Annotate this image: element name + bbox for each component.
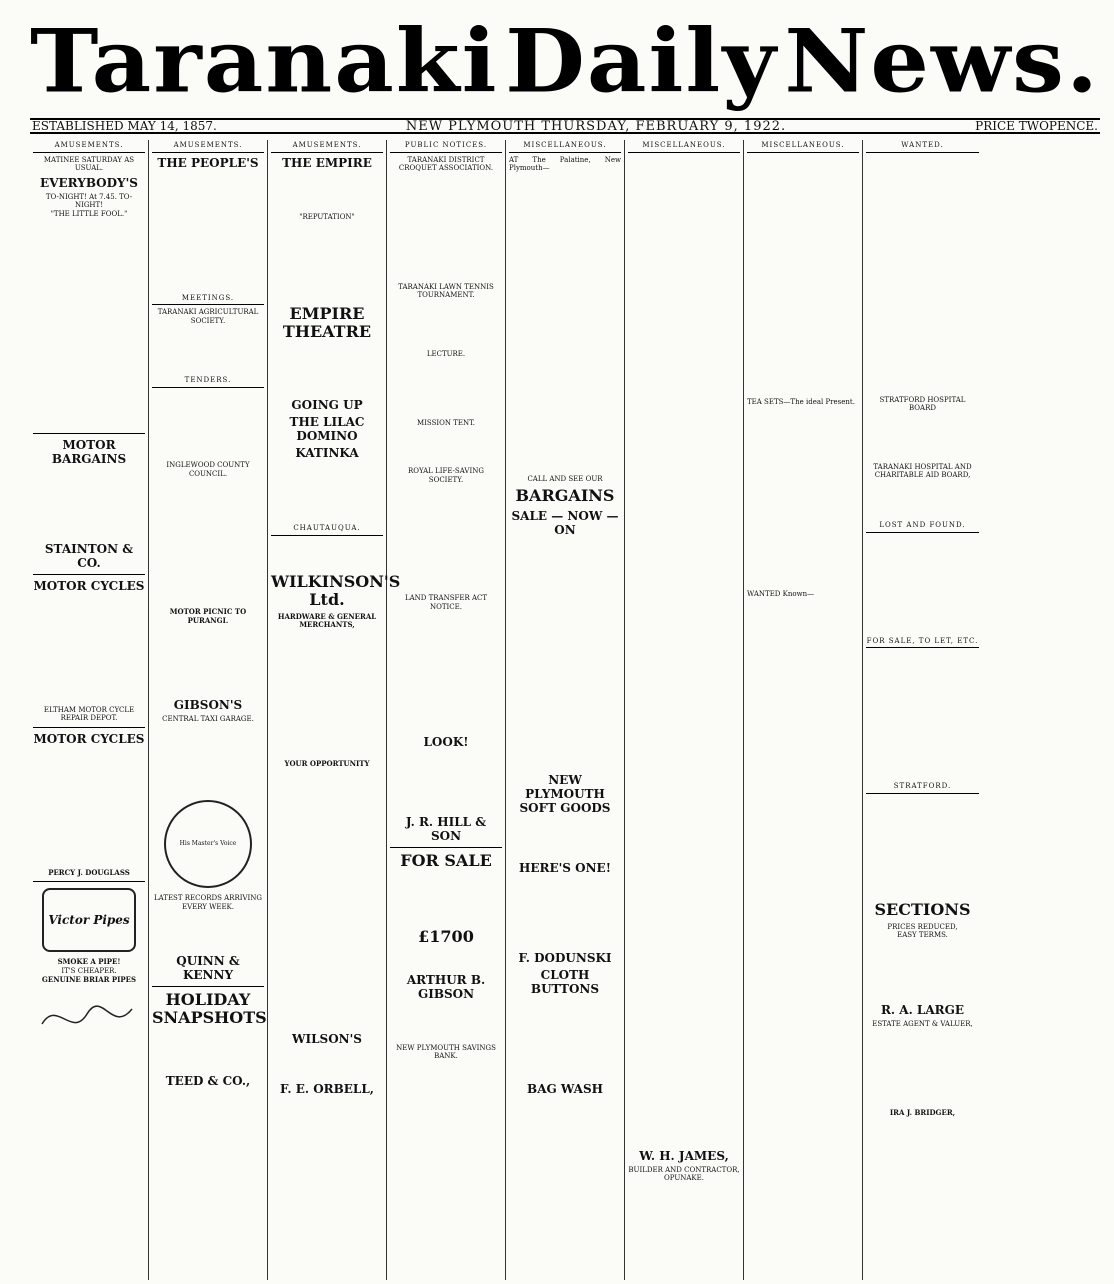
going-up-title: GOING UP bbox=[291, 398, 363, 413]
smoke-line: SMOKE A PIPE! bbox=[57, 957, 121, 967]
empire-theatre-heading: EMPIRE THEATRE bbox=[282, 304, 372, 342]
wilsons-heading: WILSON'S bbox=[292, 1031, 362, 1046]
lilac-domino-title: THE LILAC DOMINO bbox=[289, 415, 365, 444]
chautauqua-heading: CHAUTAUQUA. bbox=[271, 523, 383, 536]
column-6 bbox=[625, 140, 744, 1280]
builder-line: BUILDER AND CONTRACTOR, OPUNAKE. bbox=[628, 1165, 740, 1183]
issue-date: NEW PLYMOUTH THURSDAY, FEBRUARY 9, 1922. bbox=[405, 118, 787, 134]
picnic-heading: MOTOR PICNIC TO PURANGI. bbox=[169, 607, 247, 625]
gibson-heading: ARTHUR B. GIBSON bbox=[406, 972, 486, 1001]
handwritten-signature bbox=[37, 994, 137, 1044]
column-8 bbox=[863, 140, 982, 1280]
bargains-heading: BARGAINS bbox=[515, 486, 615, 506]
column-3 bbox=[268, 140, 401, 1280]
orbell-heading: F. E. ORBELL, bbox=[280, 1081, 374, 1096]
estate-agent-line: ESTATE AGENT & VALUER, bbox=[872, 1019, 973, 1028]
society-name: TARANAKI AGRICULTURAL SOCIETY. bbox=[157, 308, 259, 325]
opportunity-heading: YOUR OPPORTUNITY bbox=[284, 758, 370, 768]
empire-title: THE EMPIRE bbox=[282, 155, 372, 170]
motor-cycles-heading-2: MOTOR CYCLES bbox=[33, 731, 145, 746]
hospital-heading: STRATFORD HOSPITAL BOARD bbox=[879, 395, 966, 413]
cloth-buttons-heading: CLOTH BUTTONS bbox=[530, 968, 600, 997]
repair-depot-heading: ELTHAM MOTOR CYCLE REPAIR DEPOT. bbox=[43, 705, 135, 723]
large-heading: R. A. LARGE bbox=[880, 1002, 965, 1017]
bag-wash-heading: BAG WASH bbox=[527, 1082, 603, 1097]
his-masters-voice-text: His Master's Voice bbox=[179, 839, 237, 847]
column-7 bbox=[744, 140, 863, 1280]
lost-found-heading: LOST AND FOUND. bbox=[866, 520, 979, 533]
column-heading: MISCELLANEOUS. bbox=[747, 140, 859, 153]
column-5 bbox=[506, 140, 625, 1280]
tenders-heading: TENDERS. bbox=[152, 375, 264, 388]
cheaper-line: IT'S CHEAPER. bbox=[61, 966, 117, 975]
records-line: LATEST RECORDS ARRIVING EVERY WEEK. bbox=[153, 893, 263, 911]
feature-title: "THE LITTLE FOOL." bbox=[50, 209, 128, 218]
palatine-notice: AT The Palatine, New Plymouth— bbox=[509, 155, 621, 173]
savings-bank-heading: NEW PLYMOUTH SAVINGS BANK. bbox=[396, 1043, 496, 1061]
wilkinsons-heading: WILKINSON'S Ltd. bbox=[271, 571, 401, 609]
column-heading: MISCELLANEOUS. bbox=[509, 140, 621, 153]
column-1 bbox=[30, 140, 149, 1280]
masthead-title-news: News. bbox=[784, 9, 1100, 112]
katinka-title: KATINKA bbox=[295, 446, 359, 461]
everybodys-title: EVERYBODY'S bbox=[40, 175, 138, 190]
column-heading: AMUSEMENTS. bbox=[152, 140, 264, 153]
soft-goods-heading: NEW PLYMOUTH SOFT GOODS bbox=[519, 773, 611, 816]
established-text: ESTABLISHED MAY 14, 1857. bbox=[32, 119, 217, 133]
stainton-heading: STAINTON & CO. bbox=[44, 541, 134, 570]
transfer-heading: LAND TRANSFER ACT NOTICE. bbox=[404, 594, 488, 611]
masthead-title-daily: Daily bbox=[505, 9, 778, 112]
peoples-title: THE PEOPLE'S bbox=[157, 155, 259, 170]
teed-heading: TEED & CO., bbox=[165, 1074, 251, 1089]
dateline bbox=[30, 118, 1100, 134]
bridger-heading: IRA J. BRIDGER, bbox=[889, 1107, 956, 1117]
column-heading: AMUSEMENTS. bbox=[33, 140, 145, 153]
sections-heading: SECTIONS bbox=[874, 899, 971, 919]
matinee-line: MATINEE SATURDAY AS USUAL. bbox=[43, 155, 135, 173]
tea-sets-notice: TEA SETS—The ideal Present. bbox=[747, 397, 855, 406]
hardware-line: HARDWARE & GENERAL MERCHANTS, bbox=[277, 611, 377, 630]
call-line: CALL AND SEE OUR bbox=[527, 474, 603, 483]
meetings-heading: MEETINGS. bbox=[152, 293, 264, 306]
victor-pipes-logo bbox=[42, 888, 136, 952]
column-2 bbox=[149, 140, 268, 1280]
easy-terms: EASY TERMS. bbox=[897, 931, 948, 940]
column-heading: PUBLIC NOTICES. bbox=[390, 140, 502, 153]
sale-now-on: SALE — NOW — ON bbox=[511, 509, 619, 538]
his-masters-voice-logo bbox=[164, 800, 252, 888]
briar-line: GENUINE BRIAR PIPES bbox=[41, 974, 137, 984]
column-heading: AMUSEMENTS. bbox=[271, 140, 383, 153]
column-heading: WANTED. bbox=[866, 140, 979, 153]
quinn-kenny-heading: QUINN & KENNY bbox=[176, 954, 240, 983]
motor-cycles-heading: MOTOR CYCLES bbox=[33, 578, 145, 593]
taxi-garage: CENTRAL TAXI GARAGE. bbox=[162, 715, 254, 724]
price-figure: £1700 bbox=[418, 926, 474, 946]
mission-heading: MISSION TENT. bbox=[416, 418, 476, 427]
croquet-heading: TARANAKI DISTRICT CROQUET ASSOCIATION. bbox=[398, 155, 494, 173]
hill-son-heading: J. R. HILL & SON bbox=[405, 814, 487, 843]
prices-reduced: PRICES REDUCED, bbox=[887, 922, 958, 931]
victor-logo-text: Victor Pipes bbox=[48, 913, 130, 928]
lifesaving-heading: ROYAL LIFE-SAVING SOCIETY. bbox=[408, 467, 484, 484]
county-council: INGLEWOOD COUNTY COUNCIL. bbox=[166, 460, 250, 478]
gibsons-heading: GIBSON'S bbox=[173, 698, 243, 713]
for-sale-let-heading: FOR SALE, TO LET, ETC. bbox=[866, 636, 979, 649]
look-heading: LOOK! bbox=[423, 734, 469, 749]
douglass-name: PERCY J. DOUGLASS bbox=[48, 867, 130, 877]
columns bbox=[30, 140, 1106, 1280]
dodunski-heading: F. DODUNSKI bbox=[518, 951, 612, 966]
masthead-title-taranaki: Taranaki bbox=[30, 9, 499, 112]
tennis-heading: TARANAKI LAWN TENNIS TOURNAMENT. bbox=[398, 282, 494, 300]
holiday-snapshots-heading: HOLIDAY SNAPSHOTS bbox=[152, 990, 267, 1028]
charitable-aid-heading: TARANAKI HOSPITAL AND CHARITABLE AID BOARD, bbox=[873, 462, 972, 480]
price-text: PRICE TWOPENCE. bbox=[975, 119, 1098, 133]
motor-bargains-heading: MOTOR BARGAINS bbox=[51, 437, 127, 466]
column-heading: MISCELLANEOUS. bbox=[628, 140, 740, 153]
james-heading: W. H. JAMES, bbox=[639, 1148, 729, 1163]
reputation-title: "REPUTATION" bbox=[299, 212, 355, 221]
wanted-known-notice: WANTED Known— bbox=[747, 590, 815, 599]
heres-one-heading: HERE'S ONE! bbox=[519, 861, 611, 876]
tonight-line: TO-NIGHT! At 7.45. TO-NIGHT! bbox=[45, 192, 133, 210]
stratford-heading: STRATFORD. bbox=[866, 781, 979, 794]
masthead bbox=[30, 8, 1100, 113]
for-sale-heading: FOR SALE bbox=[400, 850, 492, 870]
lecture-heading: LECTURE. bbox=[426, 349, 466, 358]
column-4 bbox=[387, 140, 506, 1280]
